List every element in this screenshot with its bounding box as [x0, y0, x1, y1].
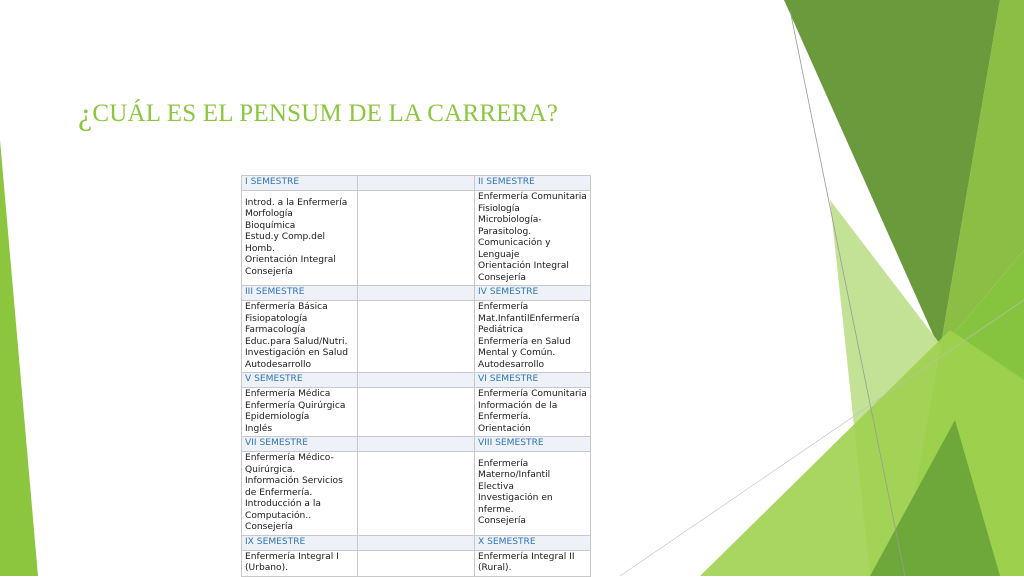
subject-item: Enfermería Médico-Quirúrgica.	[245, 453, 334, 475]
semester-header-row	[242, 286, 591, 301]
subject-item: Enfermería en Salud	[478, 336, 571, 347]
subjects-right	[475, 301, 591, 373]
subjects-right	[475, 191, 591, 286]
subject-item: Enfermería	[478, 458, 529, 469]
subject-item: Investigación en nferme.	[478, 493, 553, 515]
subject-item: Bioquímica	[245, 220, 296, 231]
semester-header-right: X SEMESTRE	[475, 535, 591, 550]
subject-item: Microbiología-Parasitolog.	[478, 215, 542, 237]
subject-item: Consejería	[478, 272, 526, 283]
semester-header-right: II SEMESTRE	[475, 176, 591, 191]
subjects-right	[475, 452, 591, 536]
subject-item: Orientación	[478, 423, 531, 434]
subject-item: Electiva	[478, 481, 514, 492]
subject-item: Orientación Integral	[245, 255, 336, 266]
subject-item: Epidemiología	[245, 412, 310, 422]
deco-left-strip	[0, 140, 38, 576]
subject-item: Información Servicios de Enfermería.	[245, 476, 343, 498]
subject-item: Enfermería Integral II (Rural).	[478, 551, 575, 573]
empty-cell	[358, 191, 475, 286]
pensum-table	[241, 175, 591, 577]
semester-header-left: V SEMESTRE	[242, 373, 358, 388]
empty-cell	[358, 286, 475, 301]
empty-cell	[358, 437, 475, 452]
subject-item: Consejería	[245, 522, 293, 532]
semester-header-row	[242, 535, 591, 550]
subject-item: Enfermería Integral I (Urbano).	[245, 551, 339, 573]
subject-item: Enfermería Comunitaria	[478, 192, 587, 202]
subject-item: Investigación en Salud	[245, 348, 348, 358]
subject-item: Enfermería Quirúrgica	[245, 400, 346, 411]
subject-item: Farmacología	[245, 325, 306, 335]
subjects-row	[242, 301, 591, 373]
empty-cell	[358, 373, 475, 388]
subject-item: Pediátrica	[478, 325, 524, 335]
semester-header-left: IX SEMESTRE	[242, 535, 358, 550]
semester-header-right: VI SEMESTRE	[475, 373, 591, 388]
subject-item: Autodesarrollo	[478, 359, 545, 370]
subject-item: Introd. a la Enfermería	[245, 197, 348, 208]
subject-item: Información de la	[478, 400, 558, 411]
subject-item: Consejería	[478, 516, 526, 527]
subjects-left	[242, 550, 358, 576]
semester-header-row	[242, 176, 591, 191]
subject-item: Orientación Integral	[478, 261, 569, 271]
subject-item: Mat.InfantilEnfermería	[478, 313, 580, 324]
subjects-left	[242, 191, 358, 286]
empty-cell	[358, 388, 475, 437]
subject-item: Enfermería Básica	[245, 302, 328, 312]
subject-item: Estud.y Comp.del Homb.	[245, 232, 326, 254]
subject-item: Enfermería.	[478, 412, 532, 422]
title-text: CUÁL ES EL PENSUM DE LA CARRERA?	[92, 100, 559, 127]
pensum-table-body	[242, 176, 591, 577]
subject-item: Morfología	[245, 209, 293, 220]
subjects-right	[475, 388, 591, 437]
semester-header-left: III SEMESTRE	[242, 286, 358, 301]
subject-item: Fisiopatología	[245, 313, 308, 324]
empty-cell	[358, 301, 475, 373]
semester-header-right: VIII SEMESTRE	[475, 437, 591, 452]
empty-cell	[358, 176, 475, 191]
subjects-right	[475, 550, 591, 576]
semester-header-left: VII SEMESTRE	[242, 437, 358, 452]
subjects-left	[242, 388, 358, 437]
subject-item: Inglés	[245, 423, 273, 434]
subjects-row	[242, 388, 591, 437]
subjects-row	[242, 191, 591, 286]
subject-item: Comunicación y Lenguaje	[478, 238, 551, 260]
title-question-mark: ¿	[78, 95, 93, 131]
semester-header-row	[242, 373, 591, 388]
subjects-row	[242, 550, 591, 576]
empty-cell	[358, 452, 475, 536]
subjects-left	[242, 452, 358, 536]
subject-item: Materno/Infantil	[478, 470, 551, 481]
subject-item: Enfermería Médica	[245, 389, 331, 399]
semester-header-left: I SEMESTRE	[242, 176, 358, 191]
semester-header-row	[242, 437, 591, 452]
subject-item: Fisiología	[478, 203, 520, 214]
subject-item: Introducción a la Computación..	[245, 499, 321, 521]
empty-cell	[358, 550, 475, 576]
subject-item: Enfermería	[478, 302, 529, 312]
slide-title	[78, 92, 558, 129]
subject-item: Enfermería Comunitaria	[478, 389, 587, 399]
subject-item: Mental y Común.	[478, 348, 556, 358]
subjects-left	[242, 301, 358, 373]
empty-cell	[358, 535, 475, 550]
subject-item: Autodesarrollo	[245, 359, 312, 370]
subjects-row	[242, 452, 591, 536]
subject-item: Consejería	[245, 266, 293, 277]
semester-header-right: IV SEMESTRE	[475, 286, 591, 301]
subject-item: Educ.para Salud/Nutri.	[245, 336, 348, 347]
